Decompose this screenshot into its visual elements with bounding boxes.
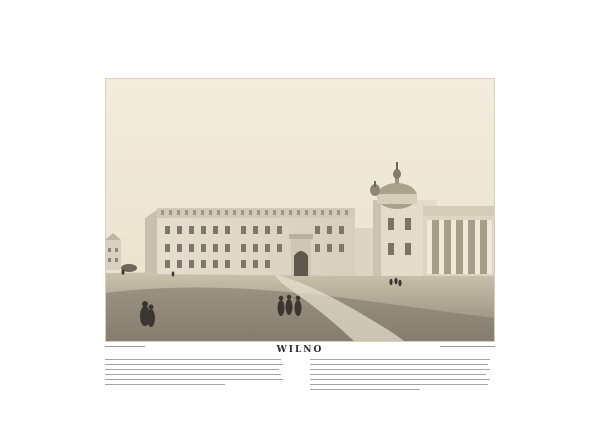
caption-line [310,389,420,390]
caption-line [310,379,490,380]
plate-caption [105,343,495,403]
polish-caption-block [105,359,285,389]
caption-line [105,379,283,380]
engraving-plate [105,78,495,342]
caption-line [105,374,281,375]
engraving-illustration [105,78,495,342]
caption-line [310,364,488,365]
caption-line [310,369,490,370]
caption-line [105,384,225,385]
plate-title: WILNO [276,345,324,355]
caption-line [310,374,486,375]
caption-line [105,359,281,360]
caption-line [310,359,490,360]
caption-line [310,384,488,385]
french-caption-block [310,359,490,394]
caption-line [105,364,283,365]
caption-line [105,369,279,370]
